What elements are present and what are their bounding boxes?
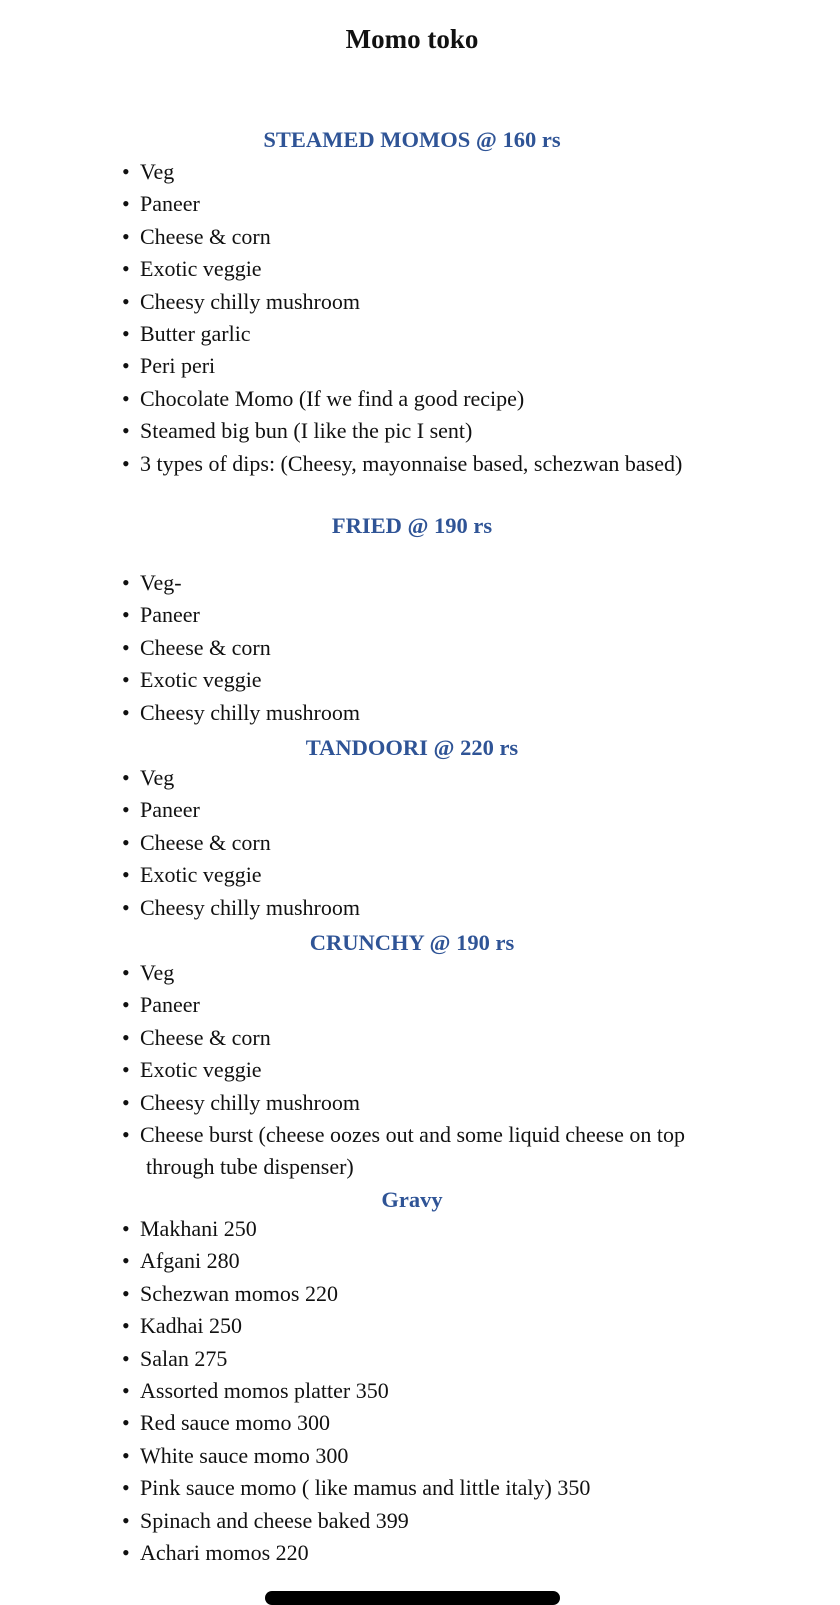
list-item — [0, 1278, 720, 1310]
list-item-text: • Cheesy chilly mushroom — [140, 288, 360, 314]
list-item-text: • Exotic veggie — [140, 667, 262, 693]
list-item-text: • Exotic veggie — [140, 1057, 262, 1083]
list-item — [0, 253, 720, 285]
list-item — [0, 827, 720, 859]
list-item-text: • Afgani 280 — [140, 1248, 240, 1274]
list-item-text: • Paneer — [140, 992, 200, 1018]
section-heading-steamed: STEAMED MOMOS @ 160 rs — [263, 127, 561, 152]
section-heading-fried: FRIED @ 190 rs — [331, 513, 493, 538]
list-item-text: • Cheesy chilly mushroom — [140, 699, 360, 725]
list-item-text: • Red sauce momo 300 — [140, 1410, 331, 1436]
list-item — [0, 989, 720, 1021]
list-item — [0, 1213, 720, 1245]
list-item — [0, 1375, 720, 1407]
item-list-tandoori — [0, 762, 720, 924]
list-item-text: • Peri peri — [140, 353, 216, 379]
item-list-fried — [0, 567, 720, 729]
section-heading-tandoori: TANDOORI @ 220 rs — [305, 735, 519, 760]
list-item — [0, 664, 720, 696]
list-item-text: • Kadhai 250 — [140, 1313, 243, 1339]
list-item-text: • 3 types of dips: (Cheesy, mayonnaise based, schezwan based) — [140, 450, 683, 476]
list-item — [0, 1407, 720, 1439]
list-item — [0, 1472, 720, 1504]
list-item — [0, 1245, 720, 1277]
list-item — [0, 892, 720, 924]
list-item — [0, 188, 720, 220]
item-list-gravy — [0, 1213, 720, 1569]
list-item — [0, 599, 720, 631]
list-item-text: • Paneer — [140, 191, 200, 217]
list-item-text: • White sauce momo 300 — [140, 1442, 349, 1468]
list-item-text: • Paneer — [140, 797, 200, 823]
list-item-text: • Veg — [140, 765, 175, 790]
list-item-text: • Cheesy chilly mushroom — [140, 1089, 360, 1115]
section-heading-crunchy: CRUNCHY @ 190 rs — [309, 930, 515, 955]
list-item — [0, 632, 720, 664]
list-item — [0, 415, 720, 447]
list-item-text: • Cheese & corn — [140, 829, 271, 855]
list-item — [0, 859, 720, 891]
item-list-crunchy — [0, 957, 720, 1184]
list-item-text: • Cheese & corn — [140, 634, 271, 660]
list-item — [0, 697, 720, 729]
list-item — [0, 1087, 720, 1119]
list-item — [0, 448, 720, 480]
list-item — [0, 567, 720, 599]
list-item — [0, 1054, 720, 1086]
list-item — [0, 1022, 720, 1054]
list-item — [0, 383, 720, 415]
list-item-text: • Exotic veggie — [140, 862, 262, 888]
document-title: Momo toko — [345, 24, 479, 54]
list-item-text: • Cheese & corn — [140, 1024, 271, 1050]
list-item-text: • Exotic veggie — [140, 256, 262, 282]
list-item-text: • Cheese burst (cheese oozes out and some liquid cheese on top through tube dispenser) — [140, 1122, 685, 1180]
list-item-text: • Schezwan momos 220 — [140, 1280, 338, 1306]
list-item-text: • Veg — [140, 159, 175, 184]
list-item-text: • Achari momos 220 — [140, 1540, 309, 1566]
list-item-text: • Assorted momos platter 350 — [140, 1378, 389, 1404]
list-item — [0, 957, 720, 989]
list-item-text: • Butter garlic — [140, 321, 251, 347]
list-item-text: • Pink sauce momo ( like mamus and little italy) 350 — [140, 1475, 591, 1501]
list-item — [0, 1537, 720, 1569]
list-item-text: • Makhani 250 — [140, 1216, 257, 1241]
list-item — [0, 221, 720, 253]
list-item — [0, 1440, 720, 1472]
list-item — [0, 286, 720, 318]
list-item — [0, 318, 720, 350]
list-item — [0, 762, 720, 794]
list-item-text: • Veg- — [140, 570, 182, 595]
list-item — [0, 156, 720, 188]
list-item — [0, 1310, 720, 1342]
list-item-text: • Paneer — [140, 602, 200, 628]
list-item — [0, 1505, 720, 1537]
list-item-text: • Steamed big bun (I like the pic I sent) — [140, 418, 473, 444]
list-item — [0, 1119, 720, 1184]
list-item-text: • Chocolate Momo (If we find a good recipe) — [140, 385, 525, 411]
list-item — [0, 794, 720, 826]
list-item — [0, 350, 720, 382]
list-item-text: • Spinach and cheese baked 399 — [140, 1507, 409, 1533]
list-item-text: • Veg — [140, 960, 175, 985]
section-heading-gravy: Gravy — [381, 1187, 443, 1212]
list-item-text: • Cheesy chilly mushroom — [140, 894, 360, 920]
list-item-text: • Salan 275 — [140, 1345, 228, 1371]
list-item — [0, 1343, 720, 1375]
item-list-steamed — [0, 156, 720, 480]
home-indicator[interactable] — [265, 1591, 560, 1605]
list-item-text: • Cheese & corn — [140, 223, 271, 249]
